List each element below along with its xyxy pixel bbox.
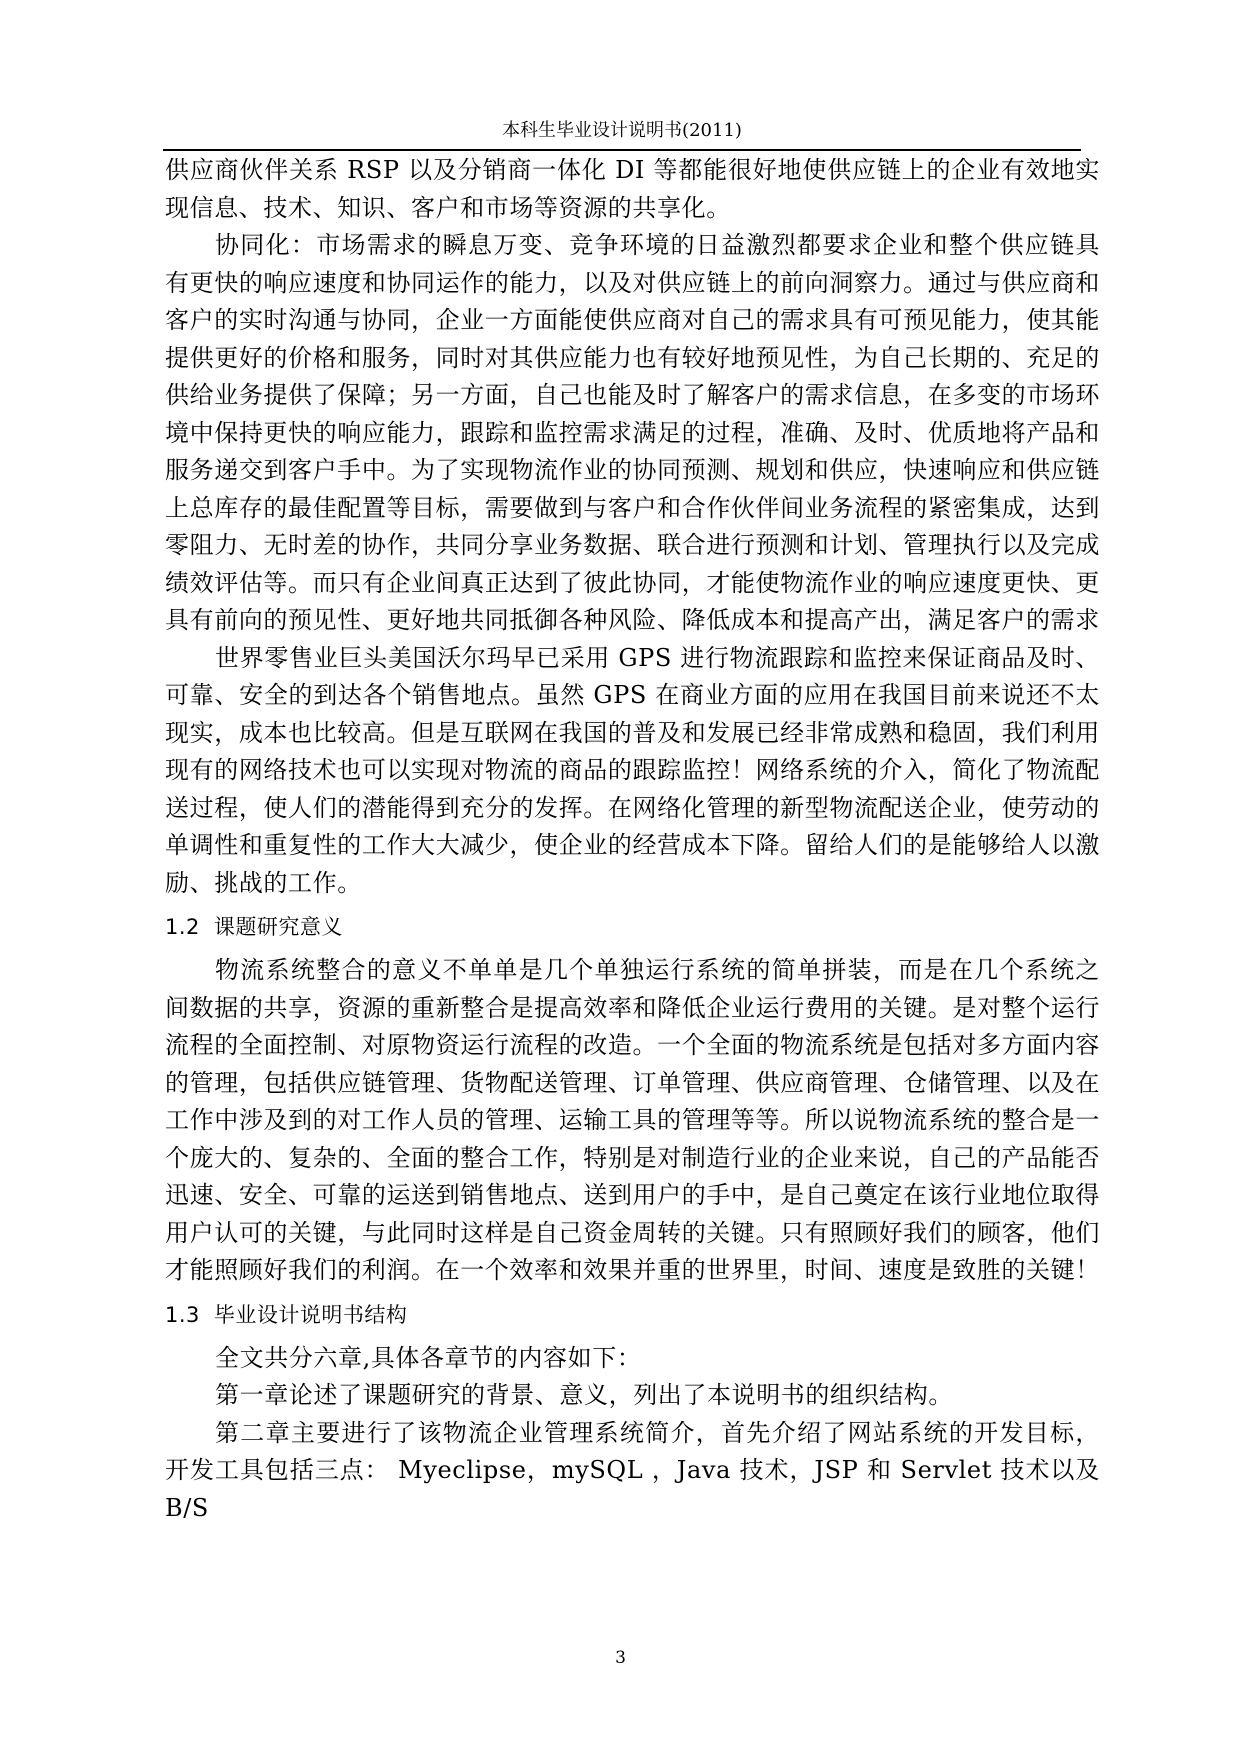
- section-title: 毕业设计说明书结构: [213, 1302, 408, 1327]
- section-heading-1-3: [165, 1296, 1100, 1334]
- paragraph-walmart: 世界零售业巨头美国沃尔玛早已采用 GPS 进行物流跟踪和监控来保证商品及时、可靠、安全的到达各个销售地点。虽然 GPS 在商业方面的应用在我国目前来说还不太现实，成本也比较高。但是互联网在我国的普及和发展已经非常成熟和稳固，我们利用现有的网络技术也可以实现对物流的商品的跟踪监控！网络系统的介入，简化了物流配送过程，使人们的潜能得到充分的发挥。在网络化管理的新型物流配送企业，使劳动的单调性和重复性的工作大大减少，使企业的经营成本下降。留给人们的是能够给人以激励、挑战的工作。: [165, 643, 1100, 897]
- section-title: 课题研究意义: [213, 915, 343, 939]
- section-number: 1.2: [165, 915, 200, 939]
- page-number: 3: [615, 1648, 626, 1668]
- paragraph-structure-intro: 全文共分六章,具体各章节的内容如下：: [215, 1343, 642, 1372]
- paragraph-significance: 物流系统整合的意义不单单是几个单独运行系统的简单拼装，而是在几个系统之间数据的共享，资源的重新整合是提高效率和降低企业运行费用的关键。是对整个运行流程的全面控制、对原物资运行流程的改造。一个全面的物流系统是包括对多方面内容的管理，包括供应链管理、货物配送管理、订单管理、供应商管理、仓储管理、以及在工作中涉及到的对工作人员的管理、运输工具的管理等等。所以说物流系统的整合是一个庞大的、复杂的、全面的整合工作，特别是对制造行业的企业来说，自己的产品能否迅速、安全、可靠的运送到销售地点、送到用户的手中，是自己奠定在该行业地位取得用户认可的关键，与此同时这样是自己资金周转的关键。只有照顾好我们的顾客，他们才能照顾好我们的利润。在一个效率和效果并重的世界里，时间、速度是致胜的关键！: [165, 956, 1100, 1284]
- paragraph-chapter-1: 第一章论述了课题研究的背景、意义，列出了本说明书的组织结构。: [215, 1381, 953, 1409]
- paragraph-chapter-2: 第二章主要进行了该物流企业管理系统简介，首先介绍了网站系统的开发目标，开发工具包括三点： Myeclipse，mySQL ，Java 技术，JSP 和 Servlet 技术以及 B/S: [165, 1418, 1100, 1522]
- header-rule: [163, 149, 1081, 151]
- section-number: 1.3: [165, 1302, 200, 1327]
- running-header: 本科生毕业设计说明书(2011): [502, 120, 742, 141]
- section-heading-1-2: [165, 908, 1100, 946]
- paragraph-continued: 供应商伙伴关系 RSP 以及分销商一体化 DI 等都能很好地使供应链上的企业有效地实现信息、技术、知识、客户和市场等资源的共享化。: [165, 156, 1100, 222]
- paragraph-collaboration: 协同化：市场需求的瞬息万变、竞争环境的日益激烈都要求企业和整个供应链具有更快的响应速度和协同运作的能力，以及对供应链上的前向洞察力。通过与供应商和客户的实时沟通与协同，企业一方面能使供应商对自己的需求具有可预见能力，使其能提供更好的价格和服务，同时对其供应能力也有较好地预见性，为自己长期的、充足的供给业务提供了保障；另一方面，自己也能及时了解客户的需求信息，在多变的市场环境中保持更快的响应能力，跟踪和监控需求满足的过程，准确、及时、优质地将产品和服务递交到客户手中。为了实现物流作业的协同预测、规划和供应，快速响应和供应链上总库存的最佳配置等目标，需要做到与客户和合作伙伴间业务流程的紧密集成，达到零阻力、无时差的协作，共同分享业务数据、联合进行预测和计划、管理执行以及完成绩效评估等。而只有企业间真正达到了彼此协同，才能使物流作业的响应速度更快、更具有前向的预见性、更好地共同抵御各种风险、降低成本和提高产出，满足客户的需求: [165, 231, 1100, 634]
- page-body: [165, 152, 1100, 1527]
